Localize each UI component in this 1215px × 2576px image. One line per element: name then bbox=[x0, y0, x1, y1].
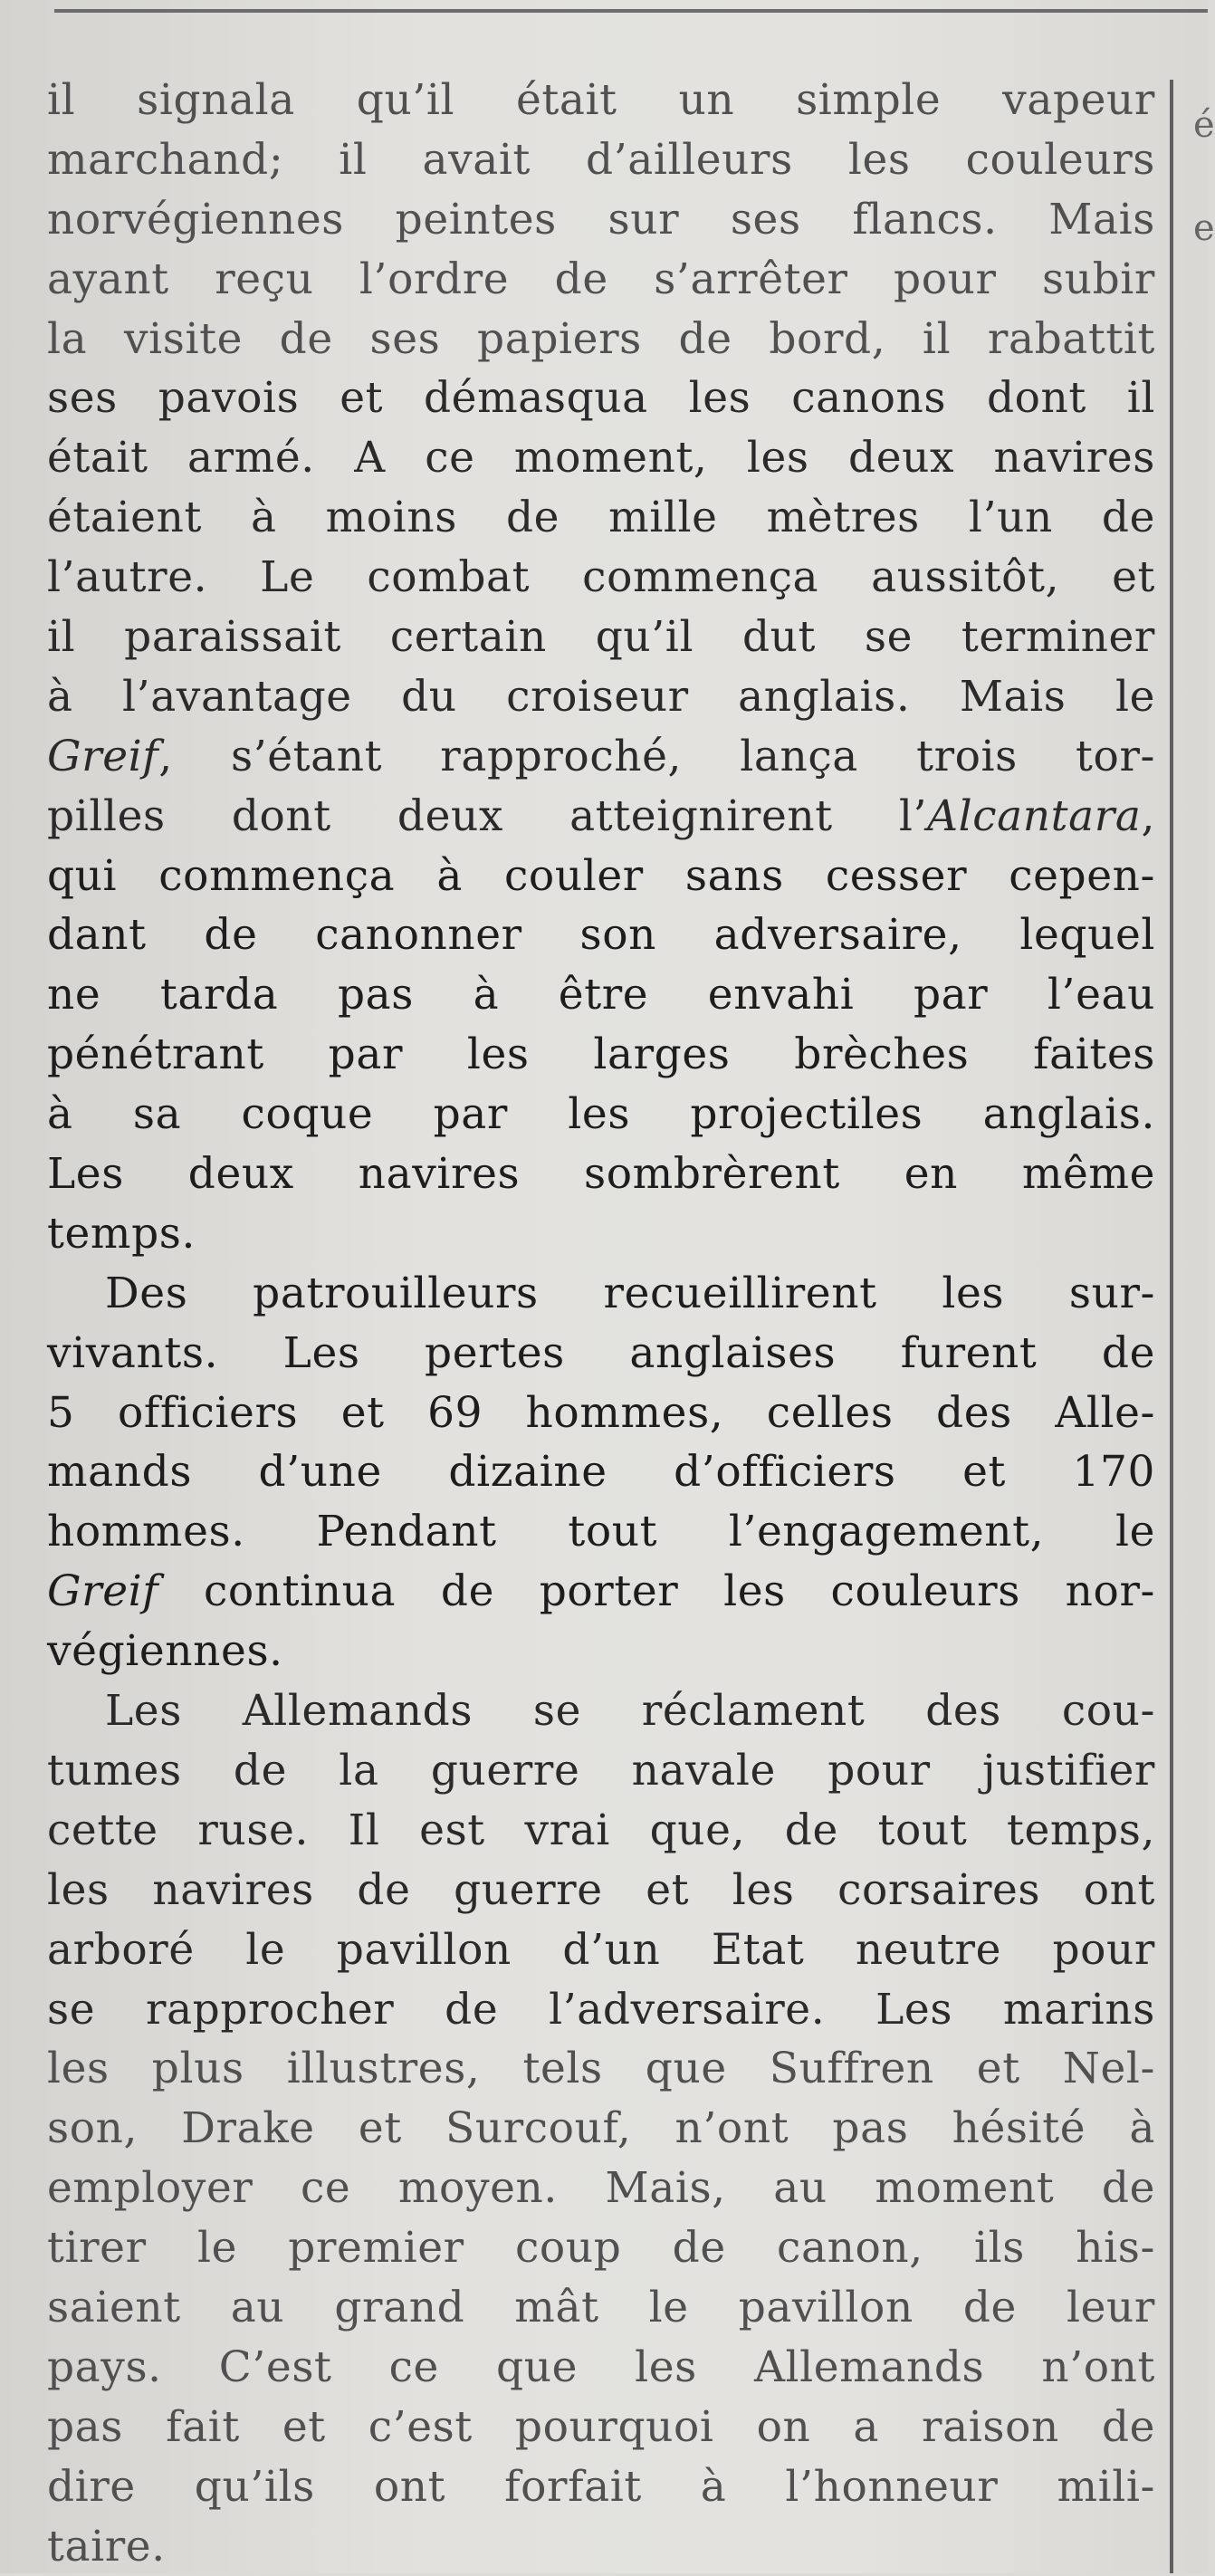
text-line: qui commença à couler sans cesser cepen- bbox=[47, 850, 1155, 901]
text-line: les plus illustres, tels que Suffren et Nel- bbox=[47, 2044, 1155, 2094]
text-line: Les deux navires sombrèrent en même bbox=[47, 1149, 1155, 1200]
text-line: norvégiennes peintes sur ses flancs. Mais bbox=[47, 194, 1155, 244]
text-line: 5 officiers et 69 hommes, celles des Alle- bbox=[47, 1387, 1155, 1438]
text-line: ne tarda pas à être envahi par l’eau bbox=[47, 970, 1155, 1020]
text-line: tumes de la guerre navale pour justifier bbox=[47, 1745, 1155, 1796]
text-line: végiennes. bbox=[47, 1626, 283, 1677]
text-line: vivants. Les pertes anglaises furent de bbox=[47, 1327, 1155, 1378]
text-line: à sa coque par les projectiles anglais. bbox=[47, 1089, 1155, 1140]
text-line: pénétrant par les larges brèches faites bbox=[47, 1029, 1155, 1080]
text-line: pilles dont deux atteignirent l’Alcantara, bbox=[47, 790, 1155, 841]
ship-name-greif: Greif bbox=[47, 1566, 159, 1617]
text-line: la visite de ses papiers de bord, il rabattit bbox=[47, 313, 1155, 364]
text-line: cette ruse. Il est vrai que, de tout temps, bbox=[47, 1805, 1155, 1855]
text-line: il signala qu’il était un simple vapeur bbox=[47, 75, 1155, 125]
column-divider bbox=[1170, 80, 1173, 2573]
text-line: ses pavois et démasqua les canons dont il bbox=[47, 373, 1155, 424]
text-line: marchand; il avait d’ailleurs les couleurs bbox=[47, 134, 1155, 185]
text-line: était armé. A ce moment, les deux navires bbox=[47, 433, 1155, 484]
text-column bbox=[47, 71, 1155, 2576]
text-line: l’autre. Le combat commença aussitôt, et bbox=[47, 552, 1155, 603]
text-line: se rapprocher de l’adversaire. Les marins bbox=[47, 1984, 1155, 2035]
text-line: employer ce moyen. Mais, au moment de bbox=[47, 2163, 1155, 2214]
text-line: Greif, s’étant rapproché, lança trois tor- bbox=[47, 731, 1155, 781]
text-line: ayant reçu l’ordre de s’arrêter pour subir bbox=[47, 254, 1155, 304]
ship-name-alcantara: Alcantara bbox=[927, 790, 1142, 841]
text-line: dire qu’ils ont forfait à l’honneur mili- bbox=[47, 2461, 1155, 2512]
adjacent-column-fragment: e bbox=[1193, 207, 1215, 249]
adjacent-column-fragment: é bbox=[1193, 104, 1215, 146]
text-line: arboré le pavillon d’un Etat neutre pour bbox=[47, 1924, 1155, 1975]
text-line: hommes. Pendant tout l’engagement, le bbox=[47, 1507, 1155, 1557]
text-line: saient au grand mât le pavillon de leur bbox=[47, 2282, 1155, 2332]
paragraph-start: Les Allemands se réclament des cou- bbox=[105, 1686, 1155, 1737]
text-line: les navires de guerre et les corsaires ont bbox=[47, 1864, 1155, 1915]
text-line: pas fait et c’est pourquoi on a raison de bbox=[47, 2401, 1155, 2452]
text-line: Greif continua de porter les couleurs nor- bbox=[47, 1566, 1155, 1617]
ship-name-greif: Greif bbox=[47, 731, 159, 781]
text-line: étaient à moins de mille mètres l’un de bbox=[47, 493, 1155, 543]
text-line: son, Drake et Surcouf, n’ont pas hésité à bbox=[47, 2103, 1155, 2154]
text-line: pays. C’est ce que les Allemands n’ont bbox=[47, 2341, 1155, 2392]
text-line: mands d’une dizaine d’officiers et 170 bbox=[47, 1447, 1155, 1498]
text-line: à l’avantage du croiseur anglais. Mais le bbox=[47, 671, 1155, 722]
top-rule bbox=[54, 9, 1208, 13]
text-line: taire. bbox=[47, 2521, 166, 2571]
paragraph-start: Des patrouilleurs recueillirent les sur- bbox=[105, 1268, 1155, 1318]
text-line: tirer le premier coup de canon, ils his- bbox=[47, 2223, 1155, 2274]
text-line: temps. bbox=[47, 1208, 196, 1259]
text-line: dant de canonner son adversaire, lequel bbox=[47, 910, 1155, 961]
text-line: il paraissait certain qu’il dut se terminer bbox=[47, 612, 1155, 663]
